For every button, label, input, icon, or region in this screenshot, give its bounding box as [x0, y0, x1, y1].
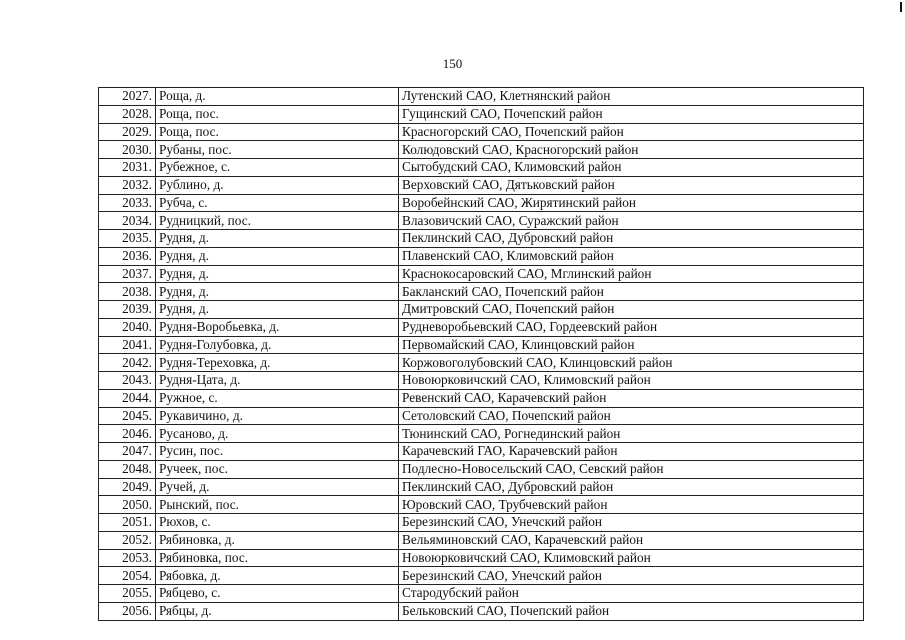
settlement-name: Рублино, д.: [156, 176, 399, 194]
row-number: 2044.: [99, 389, 156, 407]
settlement-name: Рудня, д.: [156, 301, 399, 319]
settlement-name: Ручеек, пос.: [156, 460, 399, 478]
settlement-name: Рудня-Тереховка, д.: [156, 354, 399, 372]
table-row: [99, 531, 864, 549]
administrative-unit: Тюнинский САО, Рогнединский район: [399, 425, 864, 443]
administrative-unit: Красногорский САО, Почепский район: [399, 123, 864, 141]
row-number: 2051.: [99, 514, 156, 532]
settlement-name: Русаново, д.: [156, 425, 399, 443]
settlement-name: Ручей, д.: [156, 478, 399, 496]
table-row: [99, 247, 864, 265]
table-row: [99, 496, 864, 514]
settlement-name: Рябиновка, д.: [156, 531, 399, 549]
row-number: 2045.: [99, 407, 156, 425]
row-number: 2029.: [99, 123, 156, 141]
settlement-name: Русин, пос.: [156, 443, 399, 461]
row-number: 2043.: [99, 372, 156, 390]
row-number: 2030.: [99, 141, 156, 159]
administrative-unit: Березинский САО, Унечский район: [399, 514, 864, 532]
administrative-unit: Карачевский ГАО, Карачевский район: [399, 443, 864, 461]
row-number: 2053.: [99, 549, 156, 567]
row-number: 2042.: [99, 354, 156, 372]
row-number: 2056.: [99, 602, 156, 620]
settlement-name: Рудня, д.: [156, 230, 399, 248]
row-number: 2050.: [99, 496, 156, 514]
table-row: [99, 336, 864, 354]
table-row: [99, 514, 864, 532]
row-number: 2048.: [99, 460, 156, 478]
administrative-unit: Гущинский САО, Почепский район: [399, 105, 864, 123]
table-body: [99, 88, 864, 621]
settlement-name: Ружное, с.: [156, 389, 399, 407]
administrative-unit: Плавенский САО, Климовский район: [399, 247, 864, 265]
settlements-table: [98, 87, 864, 621]
settlement-name: Рюхов, с.: [156, 514, 399, 532]
settlement-name: Роща, пос.: [156, 105, 399, 123]
administrative-unit: Первомайский САО, Клинцовский район: [399, 336, 864, 354]
table-row: [99, 159, 864, 177]
table-row: [99, 443, 864, 461]
row-number: 2034.: [99, 212, 156, 230]
table-row: [99, 283, 864, 301]
table-row: [99, 265, 864, 283]
administrative-unit: Воробейнский САО, Жирятинский район: [399, 194, 864, 212]
settlement-name: Роща, пос.: [156, 123, 399, 141]
settlement-name: Рудня-Цата, д.: [156, 372, 399, 390]
settlement-name: Рудня-Голубовка, д.: [156, 336, 399, 354]
administrative-unit: Коржовоголубовский САО, Клинцовский район: [399, 354, 864, 372]
table-row: [99, 602, 864, 620]
administrative-unit: Березинский САО, Унечский район: [399, 567, 864, 585]
settlement-name: Рукавичино, д.: [156, 407, 399, 425]
administrative-unit: Новоюрковичский САО, Климовский район: [399, 549, 864, 567]
settlement-name: Рудня, д.: [156, 247, 399, 265]
page-edge-mark: [900, 2, 902, 12]
administrative-unit: Верховский САО, Дятьковский район: [399, 176, 864, 194]
settlement-name: Рубежное, с.: [156, 159, 399, 177]
administrative-unit: Бельковский САО, Почепский район: [399, 602, 864, 620]
table-row: [99, 389, 864, 407]
table-row: [99, 354, 864, 372]
settlement-name: Роща, д.: [156, 88, 399, 106]
settlement-name: Рудня-Воробьевка, д.: [156, 318, 399, 336]
settlement-name: Рубча, с.: [156, 194, 399, 212]
settlement-name: Рудницкий, пос.: [156, 212, 399, 230]
settlement-name: Рябцы, д.: [156, 602, 399, 620]
table-row: [99, 478, 864, 496]
administrative-unit: Стародубский район: [399, 585, 864, 603]
administrative-unit: Пеклинский САО, Дубровский район: [399, 478, 864, 496]
administrative-unit: Сетоловский САО, Почепский район: [399, 407, 864, 425]
row-number: 2031.: [99, 159, 156, 177]
row-number: 2040.: [99, 318, 156, 336]
table-row: [99, 407, 864, 425]
table-row: [99, 318, 864, 336]
administrative-unit: Юровский САО, Трубчевский район: [399, 496, 864, 514]
table-row: [99, 176, 864, 194]
row-number: 2046.: [99, 425, 156, 443]
settlement-name: Рябовка, д.: [156, 567, 399, 585]
page-number: 150: [442, 56, 463, 71]
row-number: 2054.: [99, 567, 156, 585]
administrative-unit: Ревенский САО, Карачевский район: [399, 389, 864, 407]
settlement-name: Рудня, д.: [156, 265, 399, 283]
row-number: 2032.: [99, 176, 156, 194]
row-number: 2038.: [99, 283, 156, 301]
table-row: [99, 567, 864, 585]
administrative-unit: Вельяминовский САО, Карачевский район: [399, 531, 864, 549]
row-number: 2049.: [99, 478, 156, 496]
table-row: [99, 212, 864, 230]
table-row: [99, 301, 864, 319]
table-row: [99, 425, 864, 443]
settlement-name: Рудня, д.: [156, 283, 399, 301]
row-number: 2036.: [99, 247, 156, 265]
settlement-name: Рябиновка, пос.: [156, 549, 399, 567]
row-number: 2027.: [99, 88, 156, 106]
row-number: 2052.: [99, 531, 156, 549]
row-number: 2035.: [99, 230, 156, 248]
table-row: [99, 372, 864, 390]
row-number: 2047.: [99, 443, 156, 461]
row-number: 2033.: [99, 194, 156, 212]
table-row: [99, 230, 864, 248]
administrative-unit: Влазовичский САО, Суражский район: [399, 212, 864, 230]
administrative-unit: Дмитровский САО, Почепский район: [399, 301, 864, 319]
table-row: [99, 549, 864, 567]
settlement-name: Рябцево, с.: [156, 585, 399, 603]
administrative-unit: Бакланский САО, Почепский район: [399, 283, 864, 301]
settlement-name: Рубаны, пос.: [156, 141, 399, 159]
row-number: 2055.: [99, 585, 156, 603]
table-row: [99, 460, 864, 478]
table-row: [99, 105, 864, 123]
administrative-unit: Рудневоробьевский САО, Гордеевский район: [399, 318, 864, 336]
row-number: 2037.: [99, 265, 156, 283]
table-row: [99, 585, 864, 603]
administrative-unit: Лутенский САО, Клетнянский район: [399, 88, 864, 106]
row-number: 2041.: [99, 336, 156, 354]
table-row: [99, 141, 864, 159]
table-row: [99, 194, 864, 212]
administrative-unit: Подлесно-Новосельский САО, Севский район: [399, 460, 864, 478]
administrative-unit: Пеклинский САО, Дубровский район: [399, 230, 864, 248]
administrative-unit: Новоюрковичский САО, Климовский район: [399, 372, 864, 390]
settlement-name: Рынский, пос.: [156, 496, 399, 514]
administrative-unit: Колюдовский САО, Красногорский район: [399, 141, 864, 159]
table-row: [99, 123, 864, 141]
row-number: 2028.: [99, 105, 156, 123]
administrative-unit: Сытобудский САО, Климовский район: [399, 159, 864, 177]
table-row: [99, 88, 864, 106]
administrative-unit: Краснокосаровский САО, Мглинский район: [399, 265, 864, 283]
row-number: 2039.: [99, 301, 156, 319]
